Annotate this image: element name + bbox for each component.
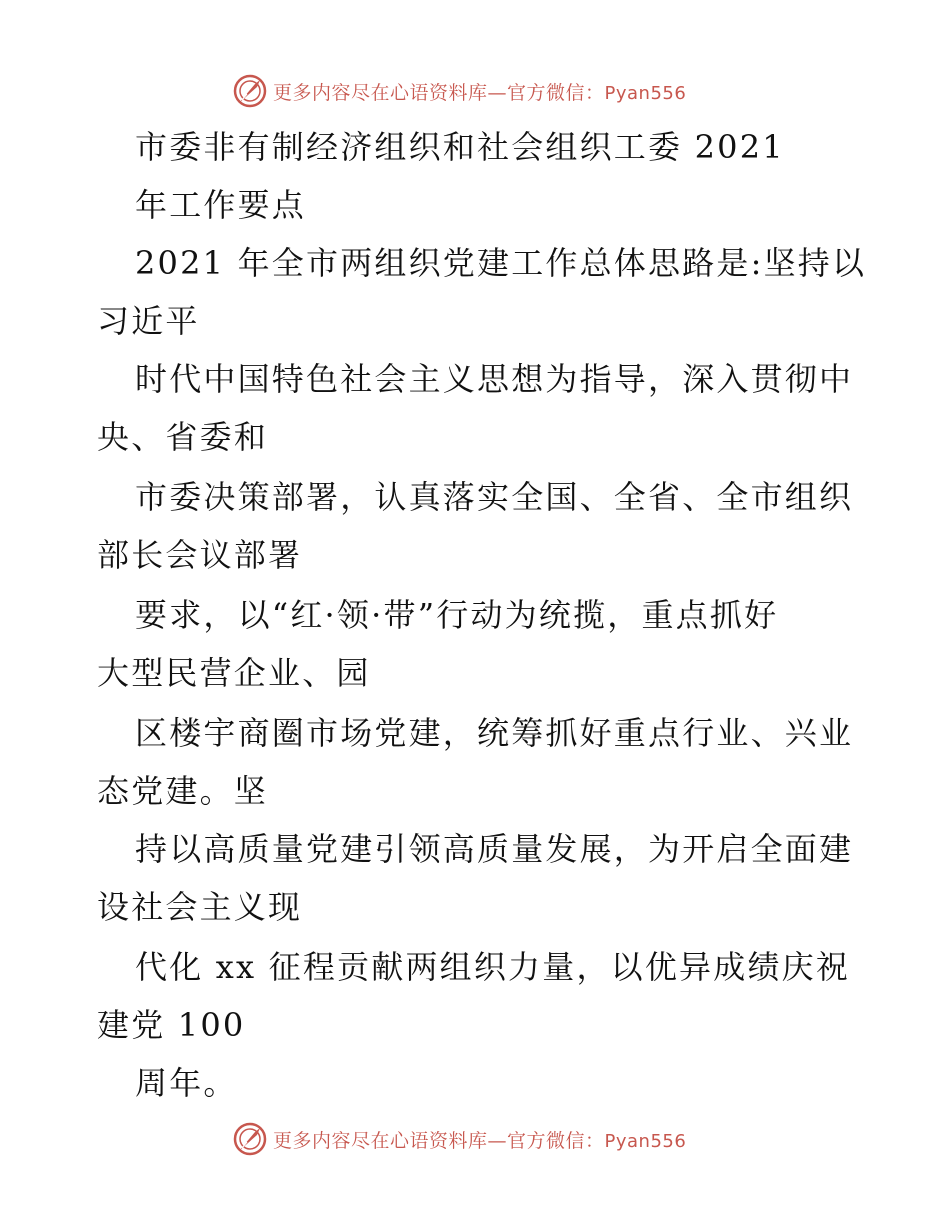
doc-line: 要求，以“红·领·带”行动为统揽，重点抓好 <box>135 596 779 634</box>
quill-logo-icon <box>233 1122 267 1156</box>
doc-line: 时代中国特色社会主义思想为指导，深入贯彻中 <box>135 360 854 398</box>
watermark-text: 更多内容尽在心语资料库—官方微信：Pyan556 <box>273 81 687 104</box>
doc-line: 年工作要点 <box>135 186 307 224</box>
doc-line: 2021 年全市两组织党建工作总体思路是:坚持以 <box>135 244 867 282</box>
doc-line: 大型民营企业、园 <box>97 654 371 692</box>
doc-line: 区楼宇商圈市场党建，统筹抓好重点行业、兴业 <box>135 714 854 752</box>
doc-line: 代化 xx 征程贡献两组织力量，以优异成绩庆祝 <box>135 948 851 986</box>
header-watermark <box>233 74 753 108</box>
doc-line: 周年。 <box>135 1064 238 1102</box>
quill-logo-icon <box>233 74 267 108</box>
doc-line: 习近平 <box>97 302 200 340</box>
doc-line: 部长会议部署 <box>97 536 303 574</box>
doc-line: 设社会主义现 <box>97 888 303 926</box>
doc-line: 建党 100 <box>97 1006 246 1044</box>
doc-line: 市委决策部署，认真落实全国、全省、全市组织 <box>135 478 854 516</box>
doc-line: 市委非有制经济组织和社会组织工委 2021 <box>135 128 785 166</box>
doc-line: 持以高质量党建引领高质量发展，为开启全面建 <box>135 830 854 868</box>
doc-line: 态党建。坚 <box>97 772 269 810</box>
doc-line: 央、省委和 <box>97 418 269 456</box>
watermark-text: 更多内容尽在心语资料库—官方微信：Pyan556 <box>273 1129 687 1152</box>
footer-watermark <box>233 1122 753 1156</box>
